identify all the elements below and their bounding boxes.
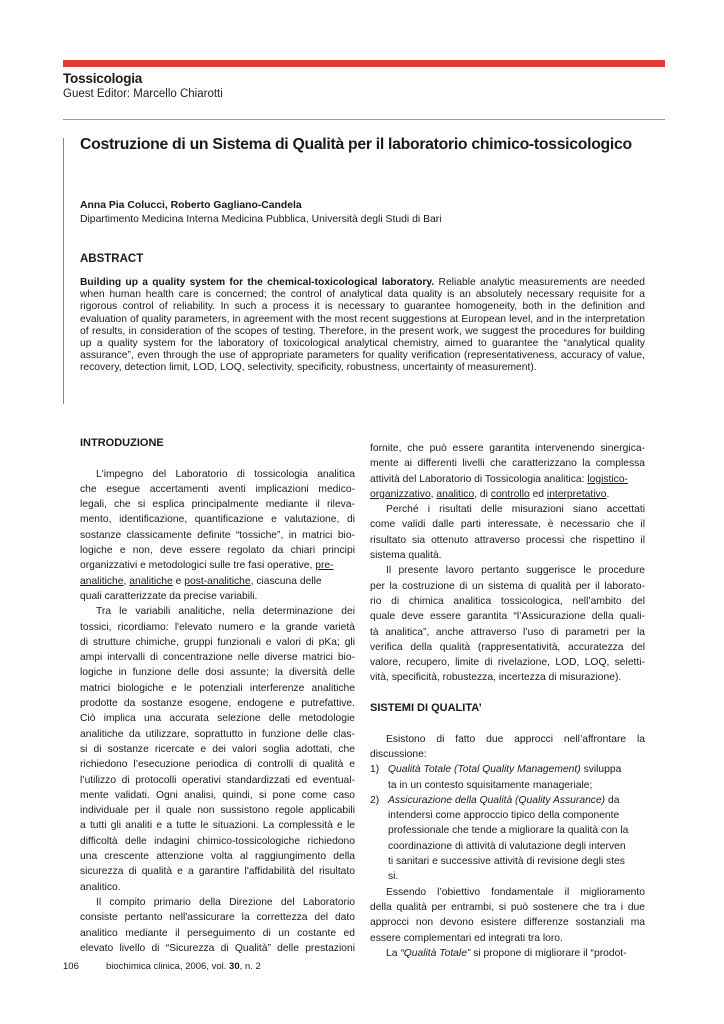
underlined-term: analitico xyxy=(436,488,475,500)
journal-issue: , n. 2 xyxy=(239,961,261,972)
body-line: che esegue accertamenti aventi implicazioni medico- xyxy=(80,483,355,495)
body-line: professionale che tende a migliorare la qualità con la xyxy=(388,825,629,837)
body-line: prodotte da sostanze esogene, endogene e putrefattive. xyxy=(80,698,355,710)
body-line: verifica della qualità (rappresentatività, accuratezza del xyxy=(370,641,645,653)
body-line: Perché i risultati delle misurazioni siano accettati xyxy=(386,504,645,516)
body-line: di strutture chimiche, gruppi funzionali e valori di pKa; gli xyxy=(80,636,355,648)
body-text: sviluppa xyxy=(580,764,622,776)
body-line: individuale per il quale non sussistono regole applicabili xyxy=(80,805,355,817)
intro-heading: INTRODUZIONE xyxy=(80,437,164,449)
spacer xyxy=(370,686,645,701)
body-line: ta in un contesto squisitamente manageriale; xyxy=(388,779,593,791)
list-number: 2) xyxy=(370,794,380,806)
body-line: intendersi come approccio tipico della componente xyxy=(388,810,620,822)
body-line: Tra le variabili analitiche, nella determinazione dei xyxy=(96,606,355,618)
body-line: richiedono l’esecuzione periodica di controlli di qualità e xyxy=(80,759,355,771)
body-line: L'impegno del Laboratorio di tossicologia analitica xyxy=(96,468,355,480)
body-text: attività del Laboratorio di Tossicologia analitica: xyxy=(370,473,585,485)
body-line: quali caratterizzate da precise variabili. xyxy=(80,590,258,602)
list-number: 1) xyxy=(370,764,380,776)
spacer xyxy=(370,716,645,731)
page-number: 106 xyxy=(63,961,79,972)
body-line: logiche in funzione delle dosi assunte; la diversità delle xyxy=(80,667,355,679)
article-title: Costruzione di un Sistema di Qualità per il laboratorio chimico-tossicologico xyxy=(80,136,632,153)
body-line: legali, che si esplica principalmente mediante il rileva- xyxy=(80,499,355,511)
body-line: della qualità per entrambi, si può sostenere che tra i due xyxy=(370,901,645,913)
underlined-term: controllo xyxy=(490,488,530,500)
body-text: organizzativi e metodologici sulle tre fasi operative, xyxy=(80,560,313,572)
body-text: si propone di migliorare il “prodot- xyxy=(470,947,627,959)
italic-term: Qualità Totale (Total Quality Management) xyxy=(388,764,581,776)
abstract-lead: Building up a quality system for the chemical-toxicological laboratory. xyxy=(80,277,435,288)
body-line xyxy=(370,946,645,961)
journal-prefix: biochimica clinica, 2006, vol. xyxy=(106,961,230,972)
article-authors: Anna Pia Colucci, Roberto Gagliano-Candela xyxy=(80,200,302,211)
underlined-term: logistico- xyxy=(587,473,628,485)
right-column xyxy=(370,441,645,961)
body-line: logiche e non, deve essere regolato da chiari principi xyxy=(80,545,355,557)
underlined-term: organizzativo xyxy=(370,488,431,500)
underlined-term: pre- xyxy=(315,560,334,572)
body-line: valore, recupero, limite di rivelazione, LOD, LOQ, seletti- xyxy=(370,657,645,669)
body-text: , ciascuna delle xyxy=(250,575,322,587)
body-line: ti sanitari e successive attività di revisione degli stes xyxy=(388,856,625,868)
body-line: come validi dalle parti interessate, è necessario che il xyxy=(370,519,645,531)
body-line: Il presente lavoro pertanto suggerisce le procedure xyxy=(386,565,645,577)
body-line: coordinazione di attività di valutazione degli interven xyxy=(388,840,626,852)
body-line: mento, identificazione, quantificazione e valutazione, di xyxy=(80,514,355,526)
quality-systems-heading: SISTEMI DI QUALITA’ xyxy=(370,702,482,715)
body-line xyxy=(370,472,645,487)
body-line: ampi intervalli di concentrazione nelle diverse matrici bio- xyxy=(80,652,355,664)
body-line: essere complementari ed integrati tra loro. xyxy=(370,932,563,944)
body-line: rio di chimica analitica tossicologica, nell’ambito del xyxy=(370,595,645,607)
body-line: Ciò implica una accurata selezione delle metodologie xyxy=(80,713,355,725)
body-line: sicurezza di qualità e a garantire l'affidabilità del risultato xyxy=(80,866,355,878)
body-text: La xyxy=(386,947,401,959)
abstract-text xyxy=(80,277,645,375)
body-line: discussione: xyxy=(370,748,427,760)
body-line: mente validati. Ogni analisi, quindi, si pone come caso xyxy=(80,789,355,801)
body-line: Essendo l’obiettivo fondamentale il miglioramento xyxy=(386,886,645,898)
body-line: Il compito primario della Direzione del Laboratorio xyxy=(96,896,355,908)
abstract-body: Reliable analytic measurements are needed when human health care is concerned; the control of analytical data quality is an absolutely necessary requisite for a rigorous control of reliability. In such a process it is necessary to guarantee homogeneity, both in the definition and evaluation of quality parameters, in agreement with the most recent suggestions at European level, and in the interpretation of results, in consideration of the scopes of testing. Therefore, in the present work, we suggest the procedures for building up a quality system for the laboratory of toxicological analytical chemistry, aimed to guarantee the “analytical quality assurance”, even through the use of appropriate parameters for quality verification (representativeness, accuracy of value, recovery, detection limit, LOD, LOQ, selectivity, specificity, robustness, uncertainty of measurement). xyxy=(80,277,645,374)
body-line: elevato livello di “Sicurezza di Qualità” delle prestazioni xyxy=(80,942,355,954)
body-line: analitiche da utilizzare, soprattutto in funzione delle clas- xyxy=(80,728,355,740)
body-line: si. xyxy=(388,871,399,883)
body-text: da xyxy=(605,794,620,806)
body-line: vità, specificità, robustezza, incertezza di misurazione). xyxy=(370,672,622,684)
body-line: analitiche, analitiche e post-analitiche, ciascuna delle xyxy=(80,575,322,587)
body-line: difficoltà delle indagini chimico-tossicologiche richiedono xyxy=(80,835,355,847)
left-column xyxy=(80,436,355,956)
underlined-term: analitiche xyxy=(80,575,124,587)
header-accent-bar xyxy=(63,60,665,67)
underlined-term: interpretativo xyxy=(546,488,607,500)
body-line: a tutti gli analiti e a tutte le situazioni. La complessità e le xyxy=(80,820,355,832)
body-line: analitico mediante il perseguimento di un costante ed xyxy=(80,927,355,939)
body-line: risultato sia ottenuto attraverso processi che rispettino il xyxy=(370,534,645,546)
underlined-term: post-analitiche xyxy=(184,575,251,587)
spacer xyxy=(80,451,355,466)
header-divider xyxy=(63,119,665,120)
body-line: tossici, ricordiamo: l'elevato numero e la grande varietà xyxy=(80,621,355,633)
body-line: matrici biologiche e le potenziali interferenze analitiche xyxy=(80,682,355,694)
body-line: una crescente attenzione volta al raggiungimento della xyxy=(80,851,355,863)
body-line: consiste pertanto nell'assicurare la correttezza del dato xyxy=(80,912,355,924)
body-line: sistema qualità. xyxy=(370,550,442,562)
body-line xyxy=(80,558,355,573)
underlined-term: analitiche xyxy=(129,575,173,587)
body-line: per la costruzione di un sistema di qualità per il laborato- xyxy=(370,580,645,592)
body-line: tà analitica”, anche attraverso l’uso di parametri per la xyxy=(370,626,645,638)
journal-volume: 30 xyxy=(229,961,240,972)
list-item xyxy=(370,762,645,777)
guest-editor: Guest Editor: Marcello Chiarotti xyxy=(63,88,223,100)
italic-term: “Qualità Totale” xyxy=(400,947,471,959)
abstract-side-rule xyxy=(63,138,64,404)
italic-term: Assicurazione della Qualità (Quality Assurance) xyxy=(388,794,606,806)
body-line: si di sostanze ricercate e dei valori soglia adottati, che xyxy=(80,743,355,755)
body-line: mente ai differenti livelli che caratterizzano la complessa xyxy=(370,458,645,470)
body-line: approcci non devono esistere differenze sostanziali ma xyxy=(370,917,645,929)
body-line: quale deve essere garantita “l’Assicurazione della quali- xyxy=(370,611,645,623)
article-affiliation: Dipartimento Medicina Interna Medicina Pubblica, Università degli Studi di Bari xyxy=(80,214,442,225)
body-line: analitico. xyxy=(80,881,121,893)
list-item xyxy=(370,793,645,808)
section-title: Tossicologia xyxy=(63,71,143,86)
abstract-heading: ABSTRACT xyxy=(80,253,144,265)
body-line: fornite, che può essere garantita intervenendo sinergica- xyxy=(370,443,645,454)
journal-citation xyxy=(106,961,261,972)
body-line: sostanze classicamente definite “tossiche”, in matrici bio- xyxy=(80,529,355,541)
body-line: l’utilizzo di protocolli operativi standardizzati ed eventual- xyxy=(80,774,355,786)
body-line: Esistono di fatto due approcci nell’affrontare la xyxy=(386,733,645,745)
body-line: organizzativo, analitico, di controllo ed interpretativo. xyxy=(370,488,610,500)
